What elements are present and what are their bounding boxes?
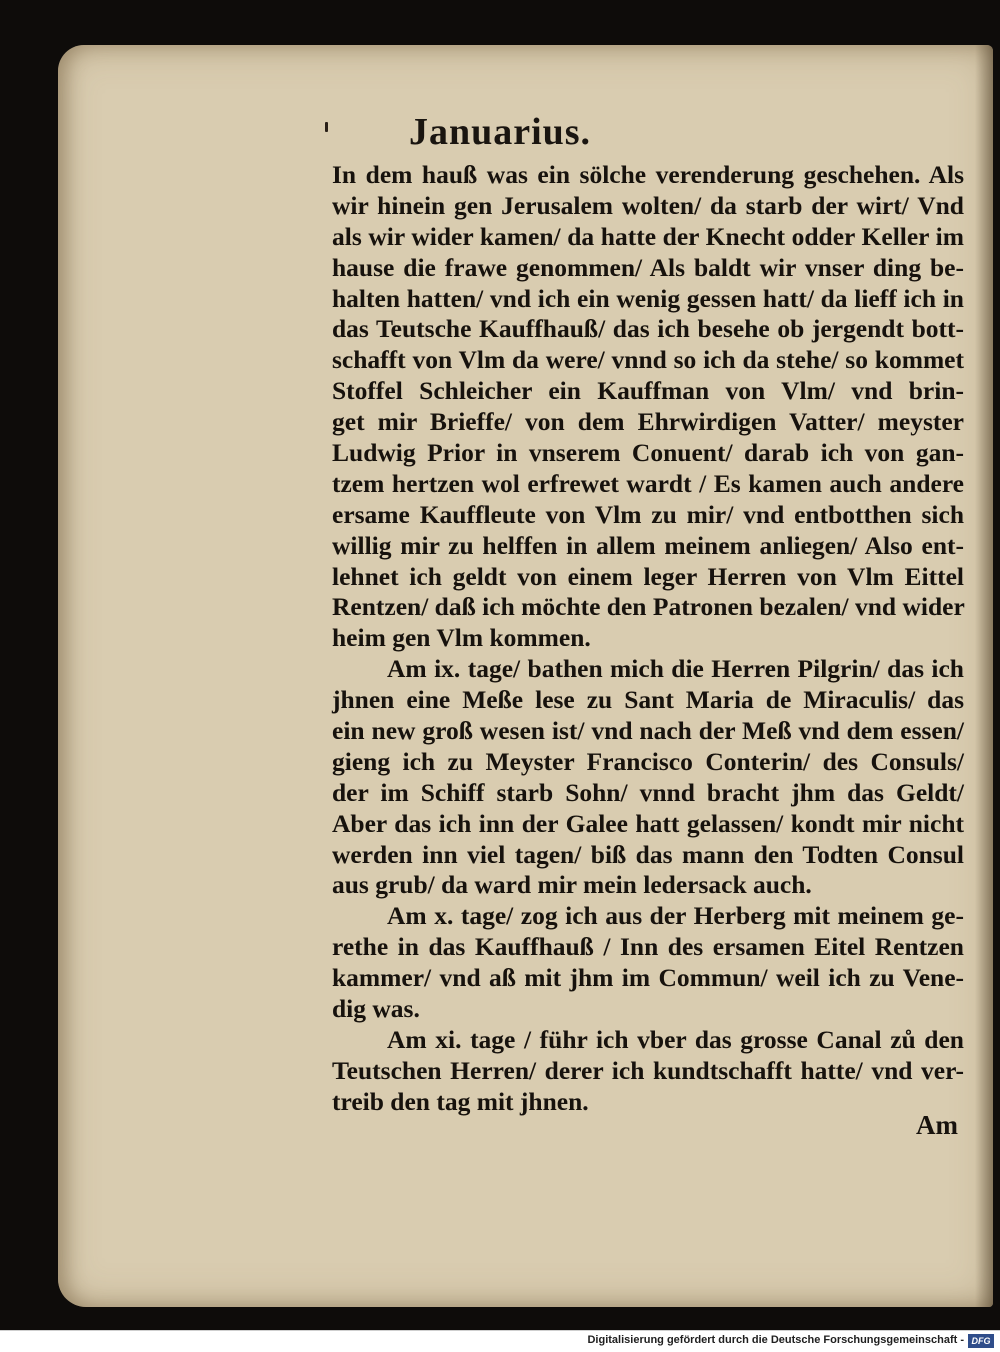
text-line: aus grub/ da ward mir mein ledersack auch. [332,870,812,900]
text-line: lehnet ich geldt von einem leger Herren von Vlm Eittel [332,561,964,591]
text-line: gieng ich zu Meyster Francisco Conterin/ des Consuls/ [332,746,964,776]
text-line: das Teutsche Kauffhauß/ das ich besehe ob jergendt bott- [332,314,964,344]
text-line: Ludwig Prior in vnserem Conuent/ darab ich von gan- [332,438,964,468]
text-line: ersame Kauffleute von Vlm zu mir/ vnd entbotthen sich [332,499,964,529]
text-line: Stoffel Schleicher ein Kauffman von Vlm/ vnd brin- [332,376,964,406]
text-line: In dem hauß was ein sölche verenderung geschehen. Als [332,160,964,189]
text-line: Am x. tage/ zog ich aus der Herberg mit meinem ge- [387,901,964,931]
text-line: halten hatten/ vnd ich ein wenig gessen hatt/ da lieff ich in [332,283,964,313]
footer-bar [0,1330,1000,1352]
text-line: heim gen Vlm kommen. [332,623,591,653]
text-line: rethe in das Kauffhauß / Inn des ersamen Eitel Rentzen [332,932,964,962]
text-line: werden inn viel tagen/ biß das mann den Todten Consul [332,839,964,869]
dfg-logo: DFG [968,1334,994,1348]
text-line: dig was. [332,994,420,1024]
text-line: Am ix. tage/ bathen mich die Herren Pilgrin/ das ich [387,654,964,684]
text-line: schafft von Vlm da were/ vnnd so ich da stehe/ so kommet [332,345,964,375]
text-line: Am xi. tage / führ ich vber das grosse Canal zů den [387,1024,964,1054]
funding-notice: Digitalisierung gefördert durch die Deutsche Forschungsgemeinschaft - [587,1334,964,1346]
text-line: ein new groß wesen ist/ vnd nach der Meß vnd dem essen/ [332,716,964,746]
text-line: hause die frawe genommen/ Als baldt wir vnser ding be- [332,252,964,282]
text-line: tzem hertzen wol erfrewet wardt / Es kamen auch andere [332,468,964,498]
catchword: Am [916,1110,958,1140]
text-line: Teutschen Herren/ derer ich kundtschafft hatte/ vnd ver- [332,1055,964,1085]
body-text [332,160,964,1118]
page-edge-shadow [975,45,993,1307]
text-line: treib den tag mit jhnen. [332,1086,589,1116]
text-line: get mir Brieffe/ von dem Ehrwirdigen Vatter/ meyster [332,407,964,437]
running-header: Januarius. [408,111,592,153]
text-line: willig mir zu helffen in allem meinem anliegen/ Also ent- [332,530,964,560]
text-line: der im Schiff starb Sohn/ vnnd bracht jhm das Geldt/ [332,777,964,807]
text-line: wir hinein gen Jerusalem wolten/ da starb der wirt/ Vnd [332,190,964,220]
text-line: Rentzen/ daß ich möchte den Patronen bezalen/ vnd wider [332,592,965,622]
text-line: als wir wider kamen/ da hatte der Knecht odder Keller im [332,221,964,251]
text-line: Aber das ich inn der Galee hatt gelassen/ kondt mir nicht [332,808,964,838]
text-line: jhnen eine Meße lese zu Sant Maria de Miraculis/ das [332,685,964,715]
text-line: kammer/ vnd aß mit jhm im Commun/ weil ich zu Vene- [332,963,964,993]
